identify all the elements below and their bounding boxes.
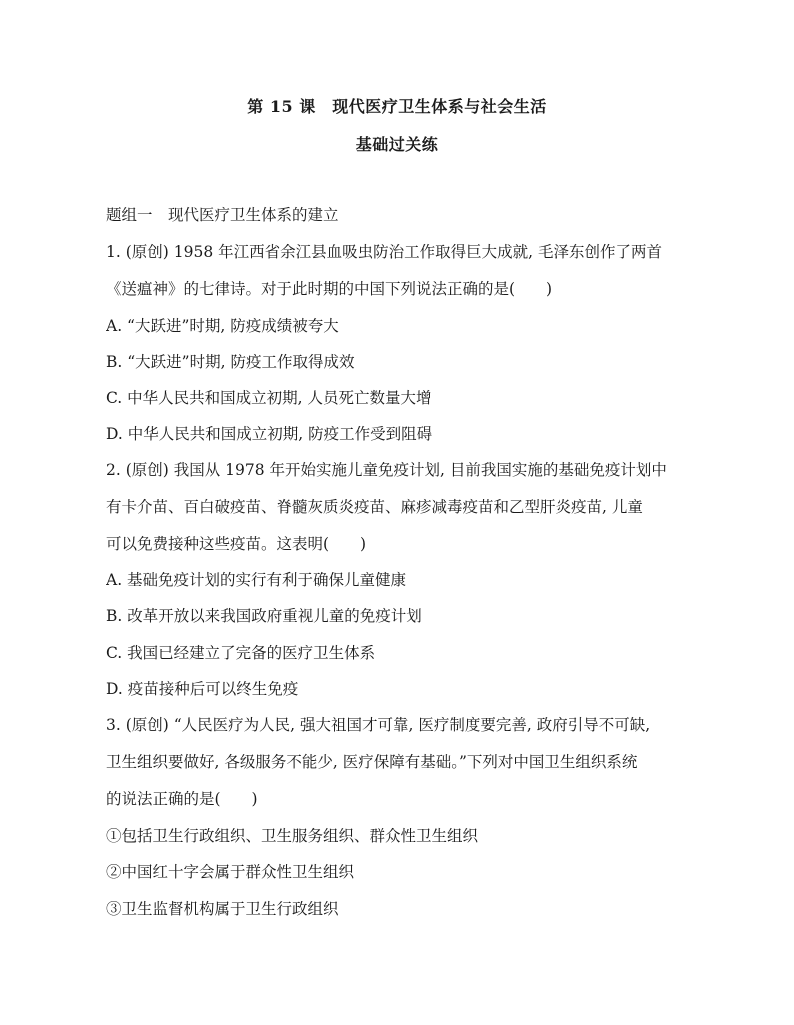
question-3-statement-2: ②中国红十字会属于群众性卫生组织: [106, 863, 355, 881]
question-2-stem-line-3: 可以免费接种这些疫苗。这表明( ): [106, 535, 367, 553]
lesson-title: 第 15 课 现代医疗卫生体系与社会生活: [247, 97, 547, 116]
question-2-option-c: C. 我国已经建立了完备的医疗卫生体系: [106, 644, 376, 662]
section-title: 基础过关练: [355, 135, 439, 154]
question-2-option-d: D. 疫苗接种后可以终生免疫: [106, 680, 299, 698]
question-3-stem-line-1: 3. (原创) “人民医疗为人民, 强大祖国才可靠, 医疗制度要完善, 政府引导不可缺,: [106, 716, 651, 734]
question-1-option-a: A. “大跃进”时期, 防疫成绩被夸大: [106, 317, 339, 335]
question-3-statement-3: ③卫生监督机构属于卫生行政组织: [106, 900, 339, 918]
question-3-stem-line-3: 的说法正确的是( ): [106, 790, 258, 808]
question-2-stem-line-1: 2. (原创) 我国从 1978 年开始实施儿童免疫计划, 目前我国实施的基础免疫计划中: [106, 461, 667, 479]
question-2-stem-line-2: 有卡介苗、百白破疫苗、脊髓灰质炎疫苗、麻疹减毒疫苗和乙型肝炎疫苗, 儿童: [106, 498, 643, 516]
question-3-statement-1: ①包括卫生行政组织、卫生服务组织、群众性卫生组织: [106, 827, 479, 845]
question-1-stem-line-2: 《送瘟神》的七律诗。对于此时期的中国下列说法正确的是( ): [106, 280, 553, 298]
question-3-stem-line-2: 卫生组织要做好, 各级服务不能少, 医疗保障有基础。”下列对中国卫生组织系统: [106, 753, 638, 771]
question-2-option-a: A. 基础免疫计划的实行有利于确保儿童健康: [106, 571, 407, 589]
question-2-option-b: B. 改革开放以来我国政府重视儿童的免疫计划: [106, 607, 422, 625]
question-1-option-d: D. 中华人民共和国成立初期, 防疫工作受到阻碍: [106, 425, 433, 443]
question-1-stem-line-1: 1. (原创) 1958 年江西省余江县血吸虫防治工作取得巨大成就, 毛泽东创作了两首: [106, 243, 662, 261]
group-heading: 题组一 现代医疗卫生体系的建立: [106, 206, 339, 224]
question-1-option-c: C. 中华人民共和国成立初期, 人员死亡数量大增: [106, 389, 432, 407]
question-1-option-b: B. “大跃进”时期, 防疫工作取得成效: [106, 353, 355, 371]
